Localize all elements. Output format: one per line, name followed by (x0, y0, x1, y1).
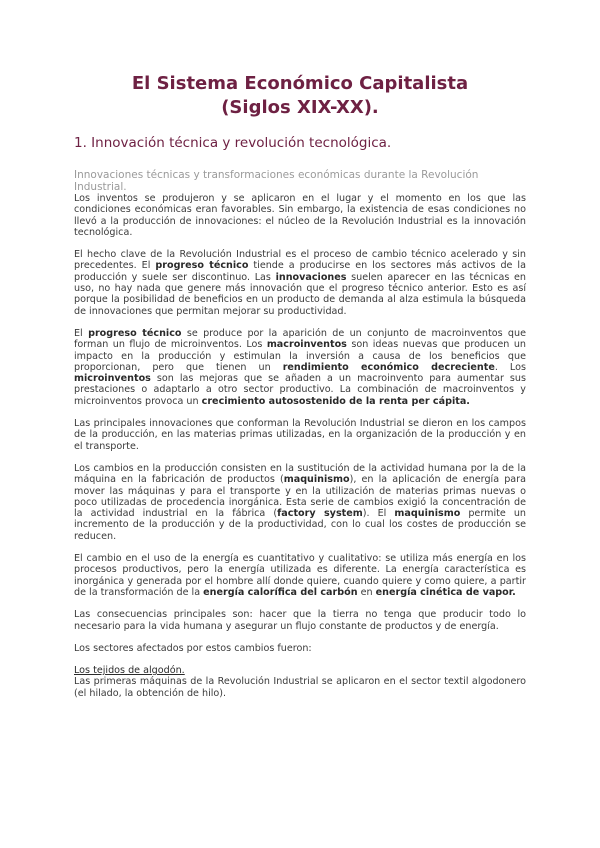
paragraph-4: Las principales innovaciones que conforman la Revolución Industrial se dieron en los campos de la producción, en las materias primas utilizadas, en la organización de la producción y en el transporte. (74, 418, 526, 452)
text-run: tiende a producirse en los sectores más activos de la producción y suele ser discontinuo. Las (74, 260, 526, 283)
bold-term: maquinismo (283, 474, 350, 486)
text-run: permite un incremento de la producción y de la productividad, con lo cual los costes de producción se reducen. (74, 508, 527, 542)
text-run: son ideas nuevas que producen un impacto en la producción y estimulan la inversión a causa de los beneficios que proporcionan, pero que tienen un (74, 339, 526, 373)
bold-term: rendimiento económico decreciente (282, 361, 495, 373)
text-run: suelen aparecer en las técnicas en uso, no hay nada que genere más innovación que el progreso técnico anterior. Esto es así porque la posibilidad de beneficios en un producto de demanda al alza estimula la búsqueda de innovaciones que permitan mejorar su productividad. (74, 271, 526, 317)
text-run: . Los (494, 361, 526, 373)
text-run: en (357, 586, 376, 598)
document-title: El Sistema Económico Capitalista (Siglos XIX-XX). (131, 73, 469, 118)
paragraph-6 (74, 553, 526, 598)
text-run: El cambio en el uso de la energía es cuantitativo y cualitativo: se utiliza más energía en los procesos productivos, pero la energía utilizada es diferente. La energía característica es inorgánica y generada por el hombre allí donde quiere, cuando quiere y como quiere, a partir de la transformación de la (74, 553, 526, 598)
paragraph-3 (74, 328, 526, 407)
subheading: Innovaciones técnicas y transformaciones económicas durante la Revolución Industrial. (74, 169, 479, 193)
bold-term: progreso técnico (88, 327, 182, 339)
text-run: Los cambios en la producción consisten en la sustitución de la actividad humana por la de la máquina en la fabricación de productos ( (74, 462, 526, 486)
paragraph-7: Las consecuencias principales son: hacer que la tierra no tenga que producir todo lo necesario para la vida humana y asegurar un flujo constante de productos y de energía. (74, 609, 526, 632)
bold-term: macroinventos (266, 339, 347, 351)
text-run: El (74, 327, 89, 339)
subsection-textiles-heading: Los tejidos de algodón. (74, 665, 185, 677)
paragraph-1: Los inventos se produjeron y se aplicaron en el lugar y el momento en los que las condiciones económicas eran favorables. Sin embargo, la existencia de esas condiciones no llevó a la producción de innovaciones: el núcleo de la Revolución Industrial es la innovación tecnológica. (74, 193, 526, 238)
section-heading: 1. Innovación técnica y revolución tecnológica. (74, 135, 392, 151)
text-run: son las mejoras que se añaden a un macroinvento para aumentar sus prestaciones o adaptarlo a otro sector productivo. La combinación de macroinventos y microinventos provoca un (74, 373, 526, 407)
bold-term: energía cinética de vapor. (375, 586, 516, 598)
bold-term: innovaciones (275, 271, 347, 283)
bold-term: energía calorífica del carbón (203, 586, 358, 598)
bold-term: factory system (277, 508, 363, 520)
text-run: El hecho clave de la Revolución Industrial es el proceso de cambio técnico acelerado y sin precedentes. El (74, 249, 526, 272)
bold-term: maquinismo (394, 508, 461, 520)
bold-term: microinventos (74, 373, 151, 385)
paragraph-5 (74, 463, 526, 542)
paragraph-2 (74, 249, 526, 317)
bold-term: crecimiento autosostenido de la renta per cápita. (201, 395, 470, 407)
paragraph-9: Las primeras máquinas de la Revolución Industrial se aplicaron en el sector textil algodonero (el hilado, la obtención de hilo). (74, 676, 526, 699)
text-run: ), en la aplicación de energía para mover las máquinas y para el transporte y en la utilización de materias primas nuevas o poco utilizadas de procedencia inorgánica. Esta serie de cambios exigió la concentración de la actividad industrial en la fábrica ( (74, 474, 526, 520)
bold-term: progreso técnico (155, 260, 249, 272)
paragraph-8: Los sectores afectados por estos cambios fueron: (74, 642, 312, 654)
text-run: ). El (362, 508, 395, 520)
text-run: se produce por la aparición de un conjunto de macroinventos que forman un flujo de microinventos. Los (74, 327, 526, 351)
